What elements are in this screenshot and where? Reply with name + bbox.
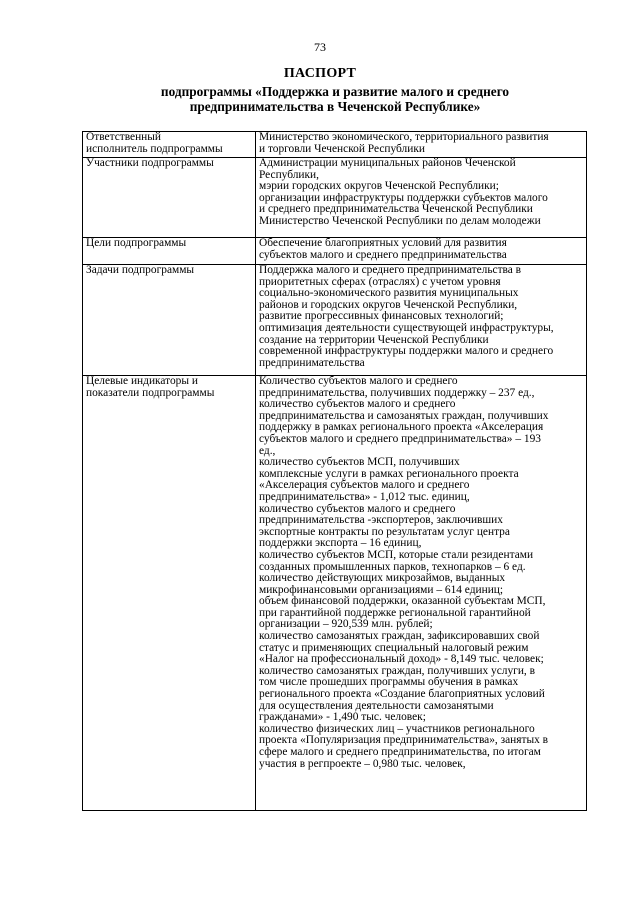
subtitle-line: подпрограммы «Поддержка и развитие малого и среднего [160, 84, 510, 99]
value-line: Министерство Чеченской Республики по делам молодежи [259, 214, 541, 227]
value-line: при гарантийной поддержке региональной гарантийной [259, 606, 531, 619]
value-line: участия в регпроекте – 0,980 тыс. человек, [259, 757, 466, 770]
value-line: Количество субъектов малого и среднего [259, 375, 458, 387]
value-line: приоритетных сферах (отраслях) с учетом уровня [259, 275, 501, 288]
value-line: организации – 920,539 млн. рублей; [259, 618, 433, 631]
row-value [256, 238, 587, 265]
subtitle-line: предпринимательства в Чеченской Республике» [189, 99, 481, 114]
row-label [83, 158, 256, 238]
value-line: и торговли Чеченской Республики [259, 142, 425, 155]
value-line: и среднего предпринимательства Чеченской Республики [259, 203, 533, 216]
document-subtitle [130, 84, 540, 114]
row-label [83, 238, 256, 265]
value-line: Поддержка малого и среднего предпринимательства в [259, 264, 522, 276]
value-line: количество действующих микрозаймов, выданных [259, 572, 506, 585]
label-line: Ответственный [86, 131, 162, 143]
value-line: предпринимательства [259, 356, 365, 369]
row-value [256, 158, 587, 238]
value-line: созданных промышленных парков, технопарков – 6 ед. [259, 560, 526, 573]
value-line: современной инфраструктуры поддержки малого и среднего [259, 345, 554, 358]
value-line: статус и применяющих специальный налоговый режим [259, 641, 529, 654]
value-line: Республики, [259, 168, 319, 181]
table-row-tasks [83, 265, 587, 376]
value-line: субъектов малого и среднего предпринимательства» – 193 [259, 432, 541, 445]
row-value [256, 132, 587, 158]
value-line: Обеспечение благоприятных условий для развития [259, 237, 507, 249]
value-line: Министерство экономического, территориального развития [259, 131, 549, 143]
value-line: количество субъектов малого и среднего [259, 398, 456, 411]
value-line: количество субъектов МСП, которые стали резидентами [259, 548, 534, 561]
value-line: поддержку в рамках регионального проекта «Акселерация [259, 421, 544, 434]
label-line: Цели подпрограммы [86, 237, 187, 249]
value-line: том числе прошедших программы обучения в рамках [259, 676, 519, 689]
table-row-participants [83, 158, 587, 238]
value-line: поддержки экспорта – 16 единиц, [259, 537, 422, 550]
value-line: организации инфраструктуры поддержки субъектов малого [259, 191, 548, 204]
label-line: Участники подпрограммы [86, 157, 214, 169]
page-number: 73 [314, 40, 326, 54]
value-line: социально-экономического развития муниципальных [259, 287, 519, 300]
value-line: создание на территории Чеченской Республики [259, 333, 489, 346]
value-line: оптимизация деятельности существующей инфраструктуры, [259, 321, 554, 334]
table-row-responsible-executor [83, 132, 587, 158]
value-line: количество субъектов МСП, получивших [259, 456, 460, 469]
value-line: Администрации муниципальных районов Чеченской [259, 157, 516, 169]
label-line: Задачи подпрограммы [86, 264, 195, 276]
passport-table [82, 131, 587, 811]
row-value [256, 265, 587, 376]
value-line: развитие прогрессивных финансовых технологий; [259, 310, 504, 323]
row-label [83, 132, 256, 158]
value-line: комплексные услуги в рамках регионального проекта [259, 467, 519, 480]
value-line: гражданами» - 1,490 тыс. человек; [259, 711, 426, 724]
value-line: для осуществления деятельности самозанятыми [259, 699, 494, 712]
value-line: регионального проекта «Создание благоприятных условий [259, 688, 545, 701]
label-line: Целевые индикаторы и [86, 375, 198, 387]
value-line: «Налог на профессиональный доход» - 8,149 тыс. человек; [259, 653, 544, 666]
value-line: мэрии городских округов Чеченской Республики; [259, 180, 499, 193]
value-line: предпринимательства -экспортеров, заключивших [259, 514, 503, 527]
value-line: предпринимательства и самозанятых граждан, получивших [259, 409, 549, 422]
value-line: «Акселерация субъектов малого и среднего [259, 479, 470, 492]
row-label [83, 265, 256, 376]
value-line: предпринимательства, получивших поддержку – 237 ед., [259, 386, 535, 399]
value-line: экспортные контракты по результатам услуг центра [259, 525, 510, 538]
value-line: количество самозанятых граждан, зафиксировавших свой [259, 630, 540, 643]
label-line: исполнитель подпрограммы [86, 142, 223, 155]
value-line: предпринимательства» - 1,012 тыс. единиц, [259, 490, 470, 503]
value-line: микрофинансовыми организациями – 614 единиц; [259, 583, 504, 596]
label-line: показатели подпрограммы [86, 386, 215, 399]
table-row-target-indicators [83, 376, 587, 811]
value-line: районов и городских округов Чеченской Республики, [259, 298, 518, 311]
value-line: ед., [259, 444, 276, 457]
value-line: объем финансовой поддержки, оказанной субъектам МСП, [259, 595, 546, 608]
value-line: количество субъектов малого и среднего [259, 502, 456, 515]
value-line: количество физических лиц – участников регионального [259, 722, 535, 735]
value-line: субъектов малого и среднего предпринимательства [259, 248, 507, 261]
row-value [256, 376, 587, 811]
value-line: проекта «Популяризация предпринимательства», занятых в [259, 734, 549, 747]
row-label [83, 376, 256, 811]
document-title: ПАСПОРТ [283, 66, 357, 81]
value-line: сфере малого и среднего предпринимательства, по итогам [259, 746, 541, 758]
page-bottom-margin [80, 834, 592, 874]
value-line: количество самозанятых граждан, получивших услуги, в [259, 664, 535, 677]
table-row-goals [83, 238, 587, 265]
